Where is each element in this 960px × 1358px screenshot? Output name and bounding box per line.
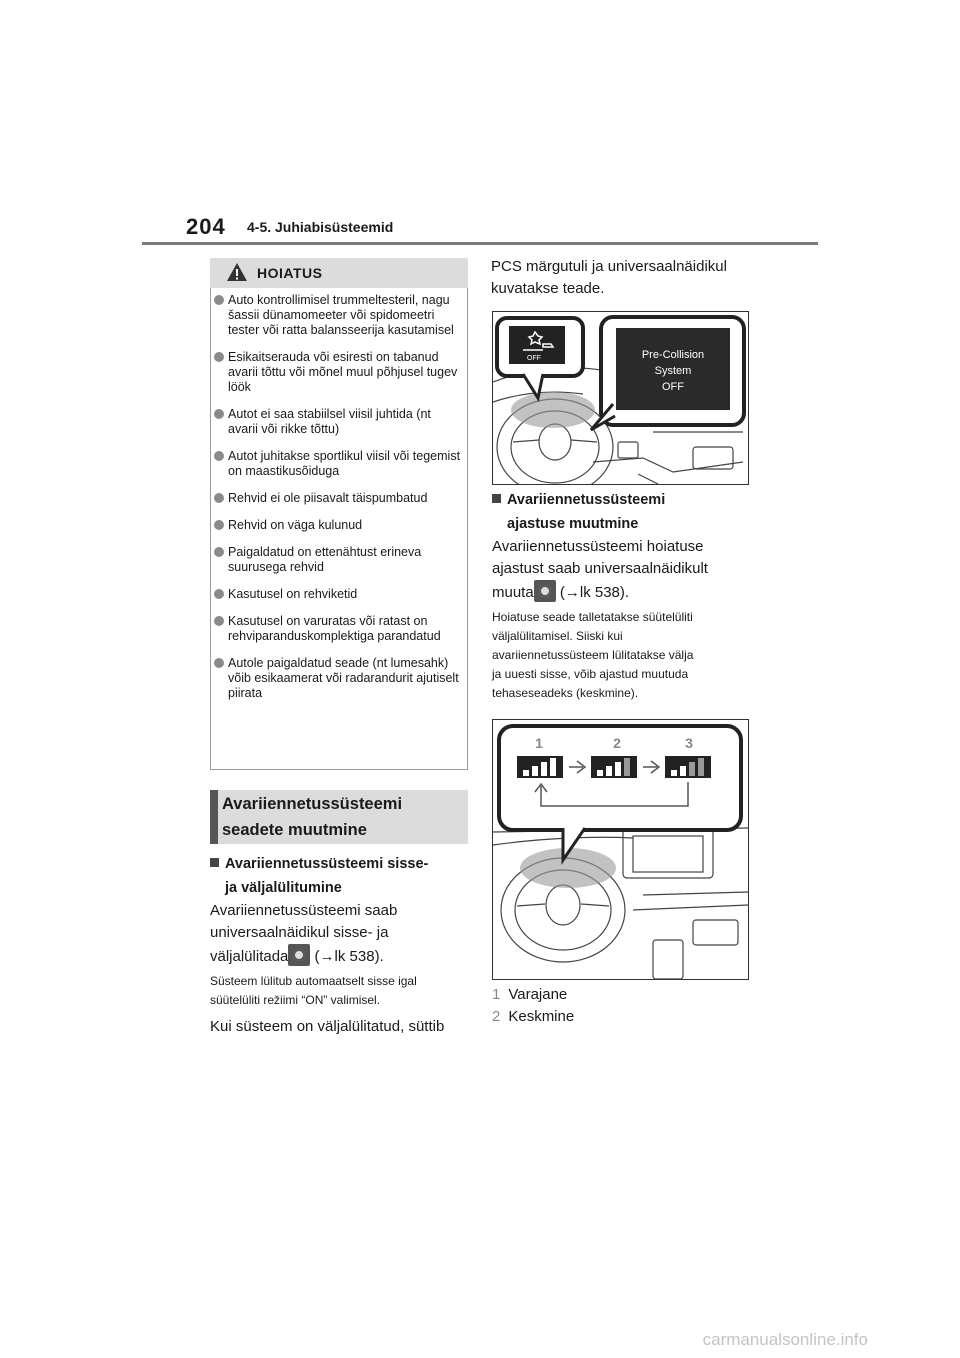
bullet-icon bbox=[214, 295, 224, 305]
list-item: Autot juhitakse sportlikul viisil või tegemist on maastikusõiduga bbox=[214, 449, 464, 479]
timing-indicator-middle bbox=[591, 756, 637, 778]
subheading-on-off: Avariiennetussüsteemi sisse- ja väljalülitumine bbox=[210, 852, 470, 900]
figure-timing-settings bbox=[492, 719, 749, 980]
legend-list bbox=[492, 984, 754, 1028]
legend-item: 1 Varajane bbox=[492, 986, 568, 1003]
legend-item: 2 Keskmine bbox=[492, 1008, 575, 1025]
bullet-icon bbox=[214, 520, 224, 530]
square-bullet-icon bbox=[492, 494, 501, 503]
dashboard-illustration bbox=[493, 312, 748, 484]
watermark: carmanualsonline.info bbox=[702, 1330, 868, 1349]
note-auto-on: Süsteem lülitub automaatselt sisse igal süütelüliti režiimi “ON” valimisel. bbox=[210, 974, 417, 1007]
subheading-timing: Avariiennetussüsteemi ajastuse muutmine bbox=[492, 488, 752, 536]
display-text-line2: System bbox=[654, 365, 692, 377]
bullet-icon bbox=[214, 658, 224, 668]
pcs-off-indicator-label: OFF bbox=[527, 355, 541, 362]
warning-title: HOIATUS bbox=[257, 265, 323, 281]
settings-gear-icon bbox=[534, 580, 556, 602]
timing-indicator-early bbox=[517, 756, 563, 778]
header-divider bbox=[142, 242, 818, 245]
display-text-line1: Pre-Collision bbox=[641, 349, 705, 361]
warning-triangle-icon bbox=[226, 262, 248, 282]
list-item: Autot ei saa stabiilsel viisil juhtida (nt avarii või rikke tõttu) bbox=[214, 407, 464, 437]
list-item: Kasutusel on rehviketid bbox=[214, 587, 464, 602]
timing-indicator-late bbox=[665, 756, 711, 778]
section-heading: Avariiennetussüsteemi seadete muutmine bbox=[222, 795, 403, 839]
bullet-icon bbox=[214, 451, 224, 461]
settings-gear-icon bbox=[288, 944, 310, 966]
section-heading-bar bbox=[210, 790, 218, 844]
note-timing-saved: Hoiatuse seade talletatakse süütelüliti väljalülitamisel. Siiski kui avariiennetussüsteem lülitatakse välja ja uuesti sisse, võib ajastud muutuda tehaseseadeks (keskmine). bbox=[492, 610, 694, 700]
bullet-icon bbox=[214, 547, 224, 557]
list-item: Rehvid on väga kulunud bbox=[214, 518, 464, 533]
bullet-icon bbox=[214, 616, 224, 626]
list-item: Auto kontrollimisel trummeltesteril, nagu šassii dünamomeeter või spidomeetri tester või ratta balansseerija kasutamisel bbox=[214, 293, 464, 338]
list-item: Paigaldatud on ettenähtust erineva suurusega rehvid bbox=[214, 545, 464, 575]
timing-illustration bbox=[493, 720, 748, 979]
square-bullet-icon bbox=[210, 858, 219, 867]
display-text-line3: OFF bbox=[662, 381, 684, 393]
timing-label-1: 1 bbox=[535, 735, 543, 751]
page-number: 204 bbox=[186, 214, 226, 239]
timing-label-3: 3 bbox=[685, 735, 693, 751]
list-item: Esikaitserauda või esiresti on tabanud avarii tõttu või mõnel muul põhjusel tugev löök bbox=[214, 350, 464, 395]
bullet-icon bbox=[214, 493, 224, 503]
paragraph-pcs-message: PCS märgutuli ja universaalnäidikul kuvatakse teade. bbox=[491, 258, 727, 297]
section-title: 4-5. Juhiabisüsteemid bbox=[247, 219, 394, 235]
warning-header bbox=[210, 258, 468, 288]
paragraph-on-off: Avariiennetussüsteemi saab universaalnäidikul sisse- ja väljalülitada (→lk 538). bbox=[210, 902, 398, 965]
paragraph-timing: Avariiennetussüsteemi hoiatuse ajastust saab universaalnäidikult muuta (→lk 538). bbox=[492, 538, 708, 601]
figure-pcs-off-display bbox=[492, 311, 749, 485]
timing-label-2: 2 bbox=[613, 735, 621, 751]
paragraph-off-indicator: Kui süsteem on väljalülitatud, süttib bbox=[210, 1018, 445, 1035]
warning-list bbox=[214, 293, 464, 713]
bullet-icon bbox=[214, 352, 224, 362]
bullet-icon bbox=[214, 409, 224, 419]
list-item: Autole paigaldatud seade (nt lumesahk) võib esikaamerat või radarandurit ajutiselt piirata bbox=[214, 656, 464, 701]
list-item: Kasutusel on varuratas või ratast on rehviparanduskomplektiga parandatud bbox=[214, 614, 464, 644]
list-item: Rehvid ei ole piisavalt täispumbatud bbox=[214, 491, 464, 506]
bullet-icon bbox=[214, 589, 224, 599]
